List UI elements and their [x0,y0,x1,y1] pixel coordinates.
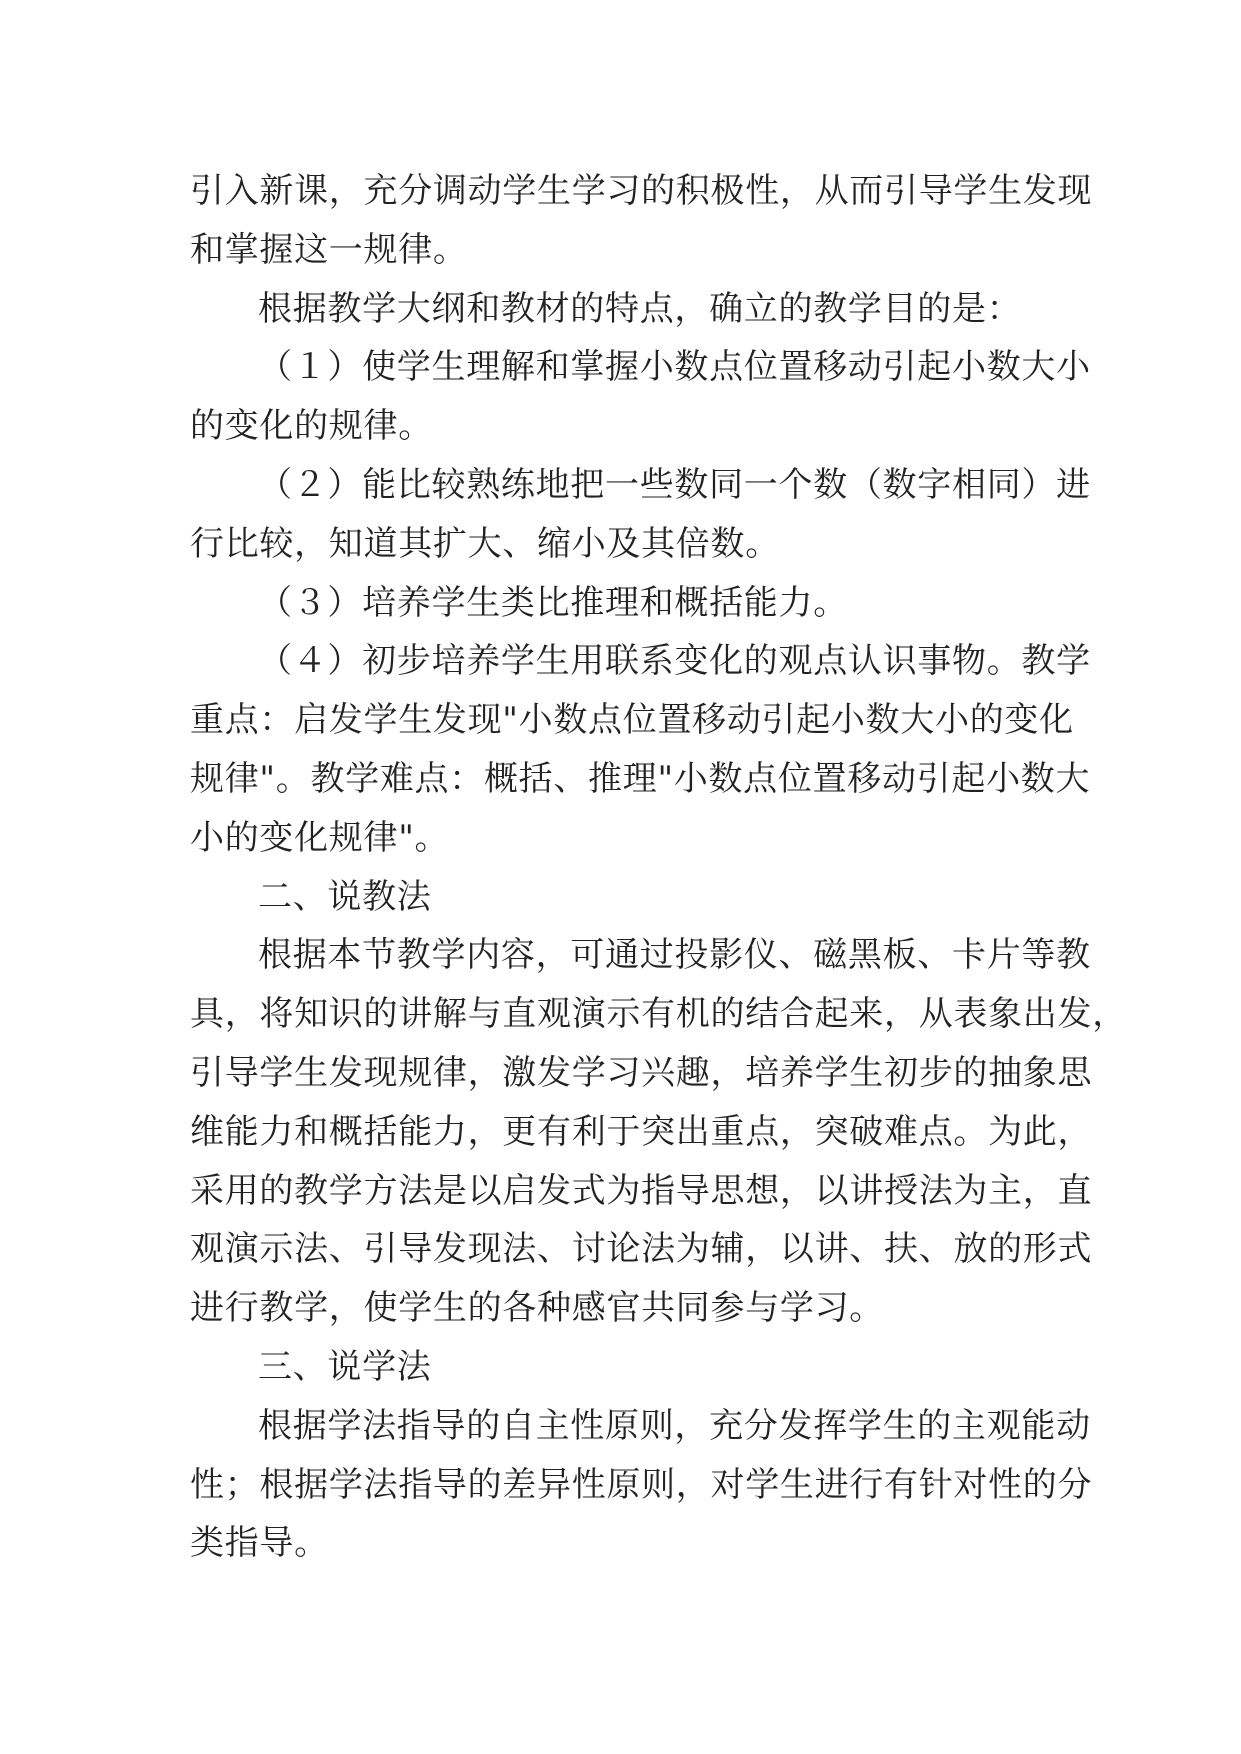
text-line: 小的变化规律"。 [190,817,450,858]
text-line: 根据本节教学内容，可通过投影仪、磁黑板、卡片等教 [258,935,1091,976]
text-line: 维能力和概括能力，更有利于突出重点，突破难点。为此， [190,1111,1093,1152]
text-line: 采用的教学方法是以启发式为指导思想，以讲授法为主，直 [190,1170,1093,1211]
text-line: 根据教学大纲和教材的特点，确立的教学目的是： [258,288,1022,329]
text-line: （２）能比较熟练地把一些数同一个数（数字相同）进 [258,464,1091,505]
text-line: 和掌握这一规律。 [190,229,468,270]
text-line: 性；根据学法指导的差异性原则，对学生进行有针对性的分 [190,1464,1093,1505]
text-line: （１）使学生理解和掌握小数点位置移动引起小数大小 [258,347,1091,388]
section-heading: 二、说教法 [258,876,432,917]
text-line: 引导学生发现规律，激发学习兴趣，培养学生初步的抽象思 [190,1052,1093,1093]
text-line: 重点：启发学生发现"小数点位置移动引起小数大小的变化 [190,700,1074,741]
text-line: 行比较，知道其扩大、缩小及其倍数。 [190,523,780,564]
text-line: （３）培养学生类比推理和概括能力。 [258,582,848,623]
text-line: 引入新课，充分调动学生学习的积极性，从而引导学生发现 [190,171,1093,211]
text-line: （４）初步培养学生用联系变化的观点认识事物。教学 [258,641,1091,682]
text-line: 类指导。 [190,1523,329,1564]
text-line: 规律"。教学难点：概括、推理"小数点位置移动引起小数大 [190,758,1091,799]
text-line: 具，将知识的讲解与直观演示有机的结合起来，从表象出发， [190,994,1127,1035]
text-line: 的变化的规律。 [190,406,433,447]
section-heading: 三、说学法 [258,1346,432,1387]
text-line: 根据学法指导的自主性原则，充分发挥学生的主观能动 [258,1405,1091,1446]
text-line: 进行教学，使学生的各种感官共同参与学习。 [190,1288,884,1329]
text-line: 观演示法、引导发现法、讨论法为辅，以讲、扶、放的形式 [190,1229,1093,1270]
document-page [190,162,1127,1573]
